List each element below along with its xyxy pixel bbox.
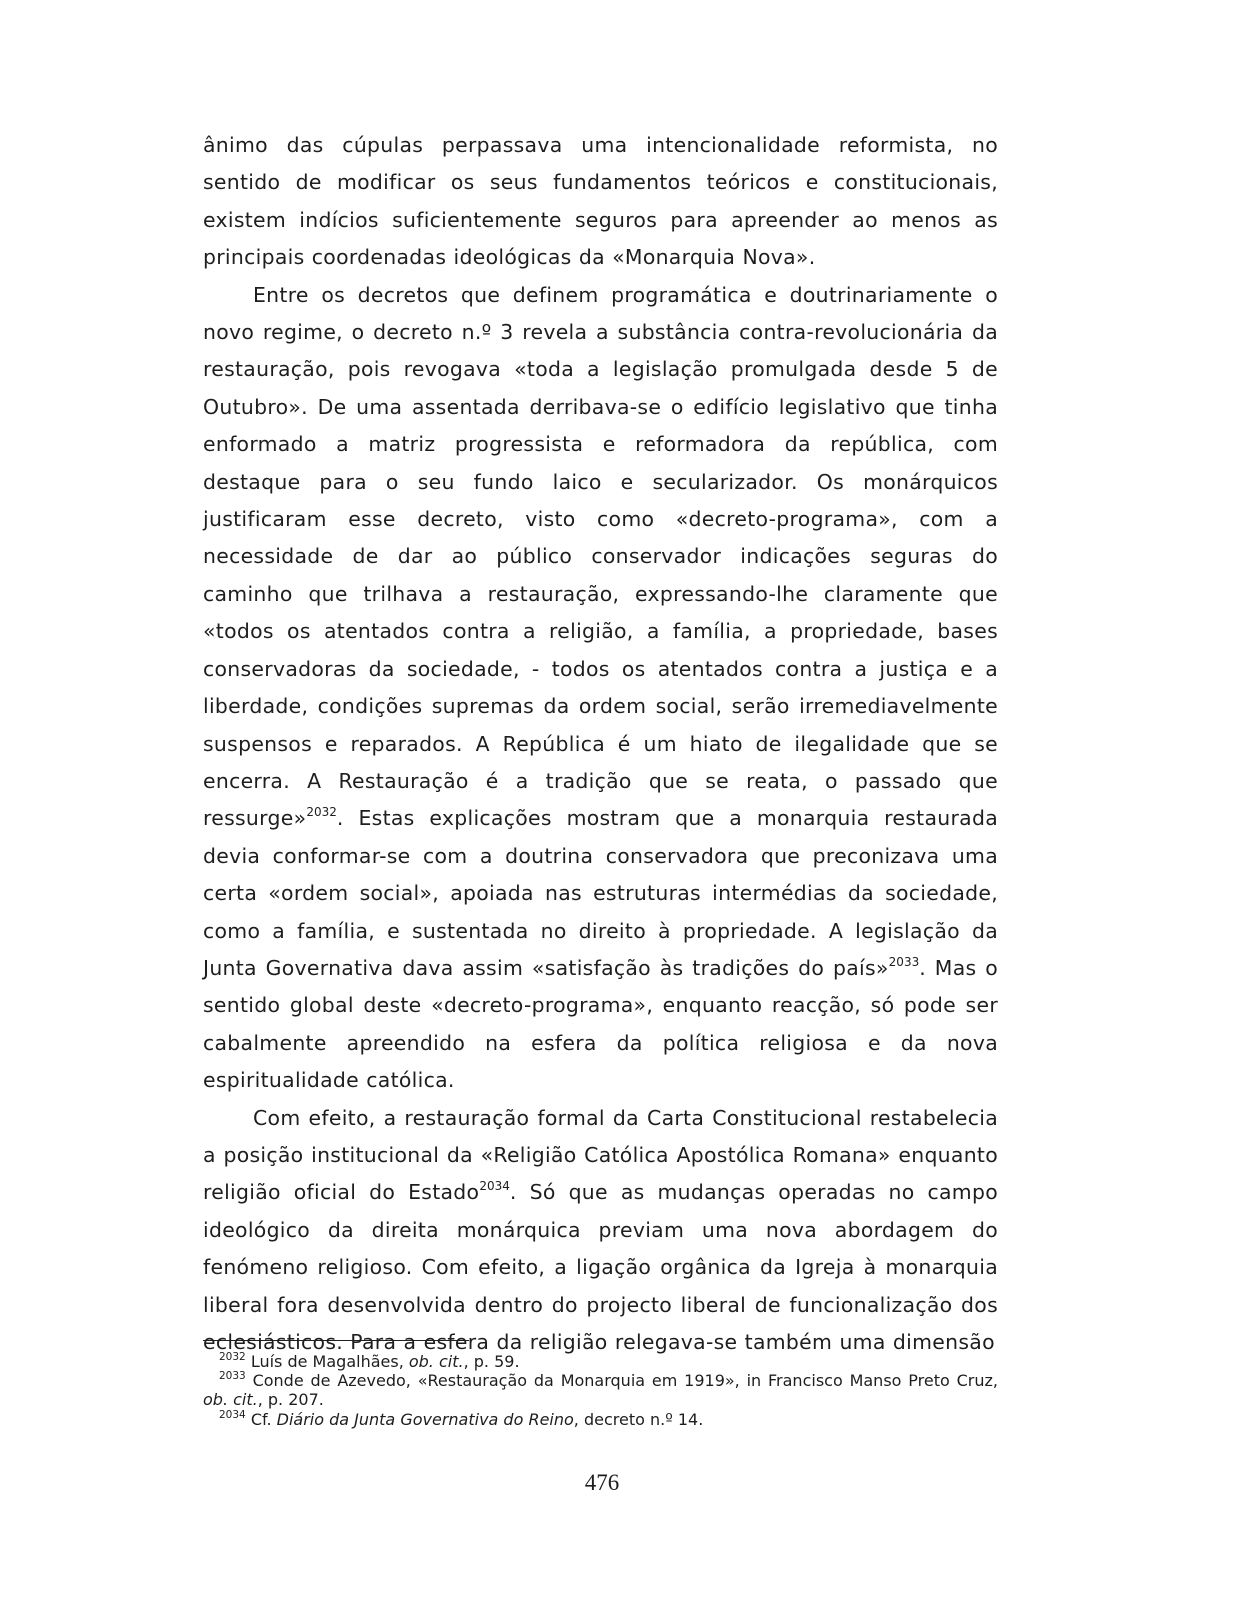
text-run: , p. 59.	[463, 1352, 520, 1371]
text-run: . Estas explicações mostram que a monarquia restaurada devia conformar-se com a doutrina conservadora que preconizava uma certa «ordem social», apoiada nas estruturas intermédias da sociedade, como a família, e sustentada no direito à propriedade. A legislação da Junta Governativa dava assim «satisfação às tradições do país»	[203, 806, 998, 980]
footnote-marker: 2034	[219, 1408, 246, 1421]
text-run: Luís de Magalhães,	[245, 1352, 409, 1371]
footnote-marker: 2033	[219, 1370, 246, 1383]
text-run: Com efeito, a restauração formal da Carta Constitucional restabelecia a posição institucional da «Religião Católica Apostólica Romana» enquanto religião oficial do Estado	[203, 1105, 998, 1205]
footnote-2032	[203, 1352, 998, 1371]
footnote-marker: 2034	[479, 1179, 510, 1194]
footnotes	[203, 1352, 998, 1429]
italic-text: ob. cit.	[408, 1352, 464, 1371]
text-run: . Só que as mudanças operadas no campo ideológico da direita monárquica previam uma nova abordagem do fenómeno religioso. Com efeito, a ligação orgânica da Igreja à monarquia liberal fora desenvolvida dentro do projecto liberal de funcionalização dos eclesiásticos. Para a esfera da religião relegava-se também uma dimensão	[203, 1180, 998, 1354]
footnote-separator	[203, 1340, 469, 1341]
text-run: ânimo das cúpulas perpassava uma intencionalidade reformista, no sentido de modificar os seus fundamentos teóricos e constitucionais, existem indícios suficientemente seguros para apreender ao menos as principais coordenadas ideológicas da «Monarquia Nova».	[203, 133, 998, 270]
paragraph-1	[203, 127, 998, 277]
italic-text: Diário da Junta Governativa do Reino	[276, 1409, 574, 1429]
text-run: Cf.	[245, 1409, 277, 1429]
footnote-marker: 2032	[219, 1351, 246, 1363]
footnote-2033	[203, 1371, 998, 1409]
text-run: , decreto n.º 14.	[573, 1409, 704, 1429]
footnote-marker: 2033	[888, 954, 920, 969]
italic-text: ob. cit.	[203, 1390, 258, 1410]
text-run: . Mas o sentido global deste «decreto-programa», enquanto reacção, só pode ser cabalmente apreendido na esfera da política religiosa e da nova espiritualidade católica.	[203, 955, 999, 1093]
footnote-marker: 2032	[306, 805, 337, 820]
paragraph-3	[203, 1100, 998, 1362]
text-run: , p. 207.	[257, 1390, 324, 1410]
paragraph-2	[203, 277, 998, 1100]
text-run: Conde de Azevedo, «Restauração da Monarquia em 1919», in Francisco Manso Preto Cruz,	[245, 1371, 998, 1391]
page-number: 476	[584, 1470, 620, 1495]
footnote-2034	[203, 1410, 998, 1429]
body-text	[203, 127, 998, 1361]
text-run: Entre os decretos que definem programática e doutrinariamente o novo regime, o decreto n.º 3 revela a substância contra-revolucionária da restauração, pois revogava «toda a legislação promulgada desde 5 de Outubro». De uma assentada derribava-se o edifício legislativo que tinha enformado a matriz progressista e reformadora da república, com destaque para o seu fundo laico e secularizador. Os monárquicos justificaram esse decreto, visto como «decreto-programa», com a necessidade de dar ao público conservador indicações seguras do caminho que trilhava a restauração, expressando-lhe claramente que «todos os atentados contra a religião, a família, a propriedade, bases conservadoras da sociedade, - todos os atentados contra a justiça e a liberdade, condições supremas da ordem social, serão irremediavelmente suspensos e reparados. A República é um hiato de ilegalidade que se encerra. A Restauração é a tradição que se reata, o passado que ressurge»	[203, 282, 998, 831]
